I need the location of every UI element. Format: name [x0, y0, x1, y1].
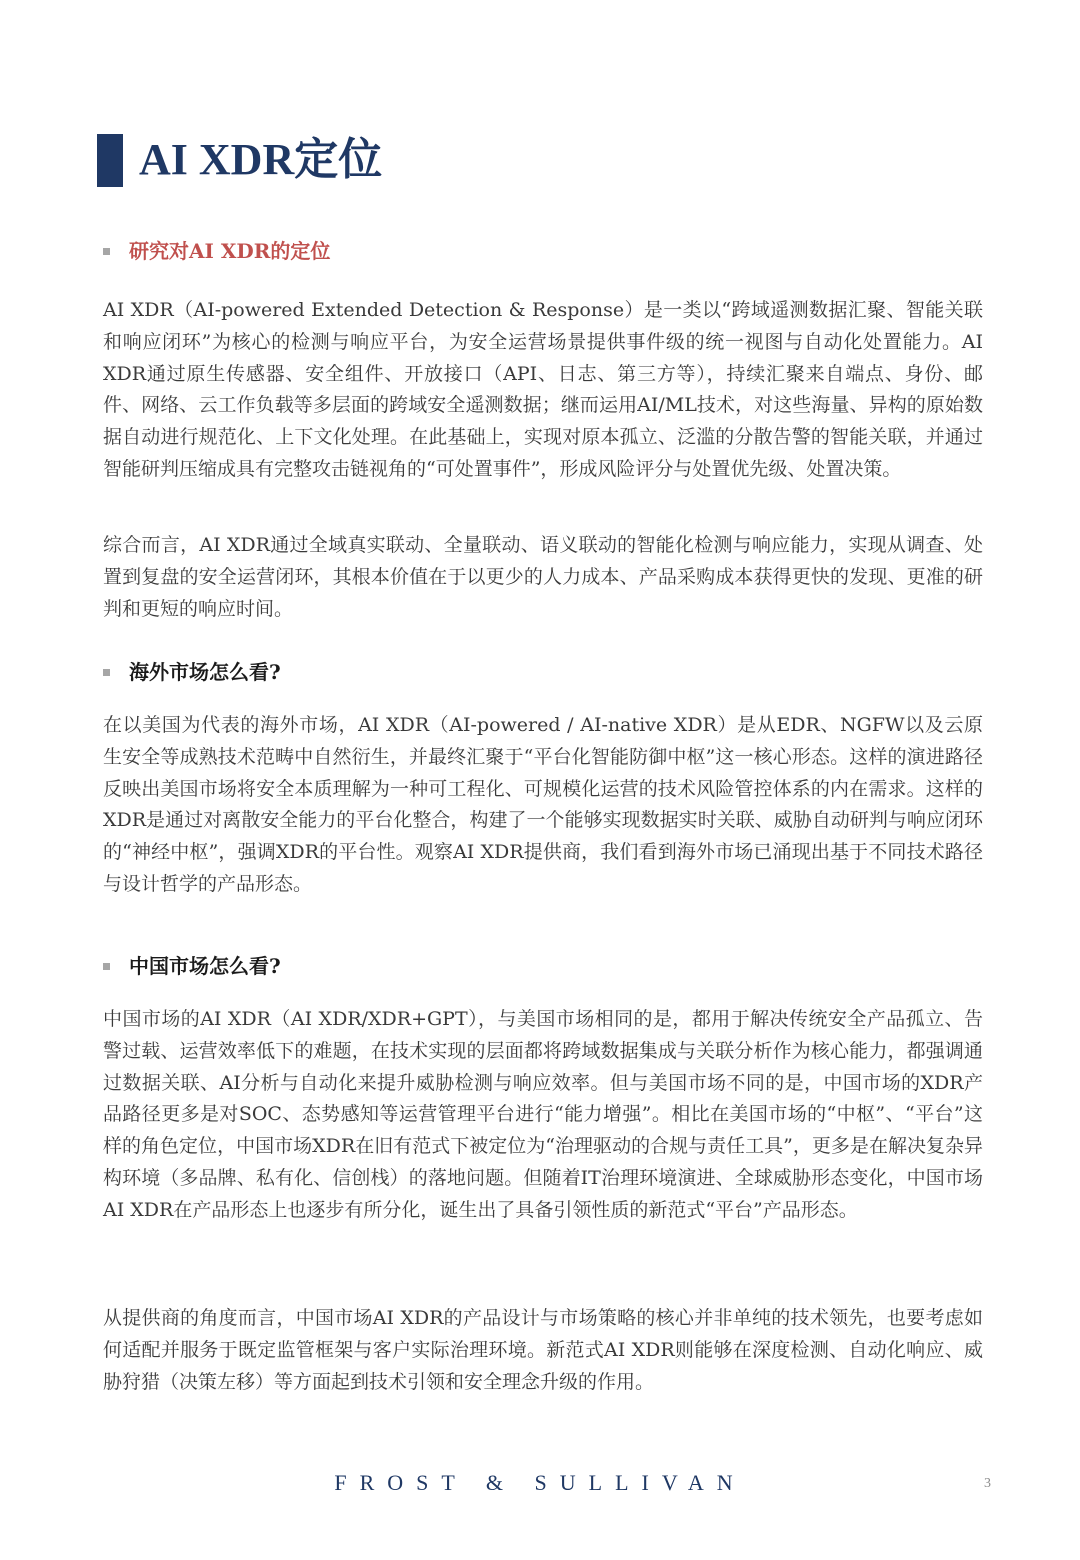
square-bullet-icon: [103, 669, 110, 676]
paragraph: 从提供商的角度而言，中国市场AI XDR的产品设计与市场策略的核心并非单纯的技术领先，也要考虑如何适配并服务于既定监管框架与客户实际治理环境。新范式AI XDR则能够在深度检测、自动化响应、威胁狩猎（决策左移）等方面起到技术引领和安全理念升级的作用。: [103, 1307, 983, 1393]
footer-logo: FROST & SULLIVAN: [334, 1470, 746, 1495]
section-heading-overseas: [103, 658, 281, 686]
section-title: 研究对AI XDR的定位: [129, 239, 331, 263]
paragraph: 在以美国为代表的海外市场，AI XDR（AI-powered / AI-native XDR）是从EDR、NGFW以及云原生安全等成熟技术范畴中自然衍生，并最终汇聚于“平台化智能防御中枢”这一核心形态。这样的演进路径反映出美国市场将安全本质理解为一种可工程化、可规模化运营的技术风险管控体系的内在需求。这样的XDR是通过对离散安全能力的平台化整合，构建了一个能够实现数据实时关联、威胁自动研判与响应闭环的“神经中枢”，强调XDR的平台性。观察AI XDR提供商，我们看到海外市场已涌现出基于不同技术路径与设计哲学的产品形态。: [103, 714, 983, 895]
square-bullet-icon: [103, 963, 110, 970]
section-title: 海外市场怎么看?: [129, 660, 281, 684]
page-title-block: [97, 133, 382, 187]
page-title: AI XDR定位: [139, 135, 383, 184]
title-accent-bar: [97, 134, 123, 187]
paragraph: 中国市场的AI XDR（AI XDR/XDR+GPT），与美国市场相同的是，都用于解决传统安全产品孤立、告警过载、运营效率低下的难题，在技术实现的层面都将跨域数据集成与关联分析作为核心能力，都强调通过数据关联、AI分析与自动化来提升威胁检测与响应效率。但与美国市场不同的是，中国市场的XDR产品路径更多是对SOC、态势感知等运营管理平台进行“能力增强”。相比在美国市场的“中枢”、“平台”这样的角色定位，中国市场XDR在旧有范式下被定位为“治理驱动的合规与责任工具”，更多是在解决复杂异构环境（多品牌、私有化、信创栈）的落地问题。但随着IT治理环境演进、全球威胁形态变化，中国市场AI XDR在产品形态上也逐步有所分化，诞生出了具备引领性质的新范式“平台”产品形态。: [103, 1008, 983, 1221]
section-heading-positioning: [103, 237, 330, 265]
section-heading-china: [103, 952, 281, 980]
square-bullet-icon: [103, 248, 110, 255]
page-number: 3: [984, 1476, 991, 1491]
paragraph: 综合而言，AI XDR通过全域真实联动、全量联动、语义联动的智能化检测与响应能力，实现从调查、处置到复盘的安全运营闭环，其根本价值在于以更少的人力成本、产品采购成本获得更快的发现、更准的研判和更短的响应时间。: [103, 534, 983, 620]
section-title: 中国市场怎么看?: [129, 954, 281, 978]
paragraph: AI XDR（AI-powered Extended Detection & Response）是一类以“跨域遥测数据汇聚、智能关联和响应闭环”为核心的检测与响应平台，为安全运营场景提供事件级的统一视图与自动化处置能力。AI XDR通过原生传感器、安全组件、开放接口（API、日志、第三方等），持续汇聚来自端点、身份、邮件、网络、云工作负载等多层面的跨域安全遥测数据；继而运用AI/ML技术，对这些海量、异构的原始数据自动进行规范化、上下文化处理。在此基础上，实现对原本孤立、泛滥的分散告警的智能关联，并通过智能研判压缩成具有完整攻击链视角的“可处置事件”，形成风险评分与处置优先级、处置决策。: [103, 299, 983, 480]
